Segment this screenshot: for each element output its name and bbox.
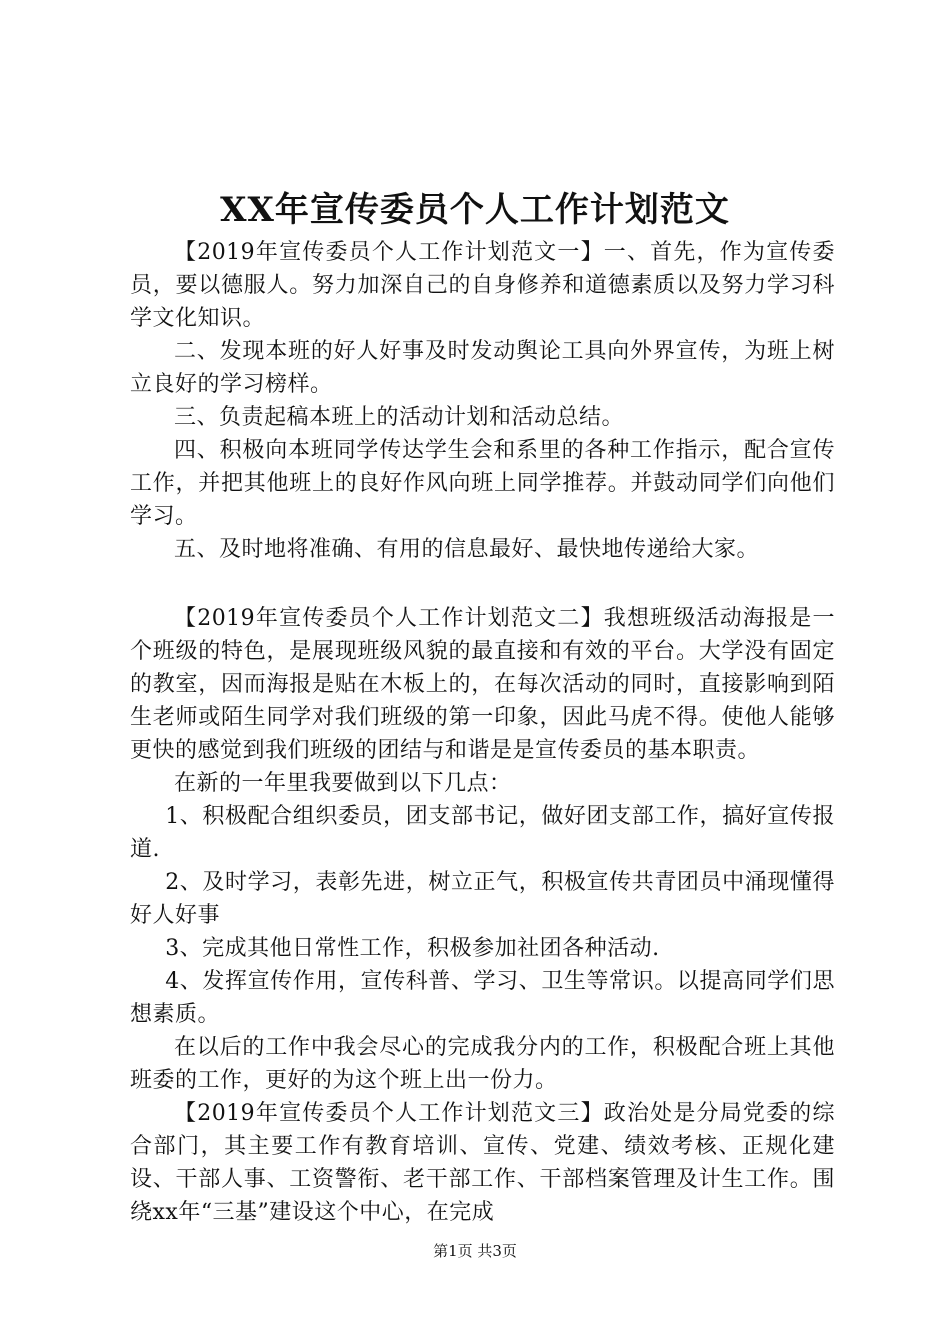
list-item: 1、积极配合组织委员，团支部书记，做好团支部工作，搞好宣传报道. xyxy=(130,804,835,862)
list-item: 2、及时学习，表彰先进，树立正气，积极宣传共青团员中涌现懂得好人好事 xyxy=(130,870,835,928)
paragraph: 五、及时地将准确、有用的信息最好、最快地传递给大家。 xyxy=(174,537,760,562)
paragraph: 【2019年宣传委员个人工作计划范文一】一、首先，作为宣传委员，要以德服人。努力加深自己的自身修养和道德素质以及努力学习科学文化知识。 xyxy=(130,240,835,331)
list-item: 3、完成其他日常性工作，积极参加社团各种活动. xyxy=(165,936,660,961)
page-number-footer: 第1页 共3页 xyxy=(433,1242,517,1260)
document-title: XX年宣传委员个人工作计划范文 xyxy=(220,190,730,230)
paragraph: 【2019年宣传委员个人工作计划范文三】政治处是分局党委的综合部门，其主要工作有教育培训、宣传、党建、绩效考核、正规化建设、干部人事、工资警衔、老干部工作、干部档案管理及计生工作。围绕xx年“三基”建设这个中心，在完成 xyxy=(130,1101,835,1225)
paragraph: 【2019年宣传委员个人工作计划范文二】我想班级活动海报是一个班级的特色，是展现班级风貌的最直接和有效的平台。大学没有固定的教室，因而海报是贴在木板上的，在每次活动的同时，直接影响到陌生老师或陌生同学对我们班级的第一印象，因此马虎不得。使他人能够更快的感觉到我们班级的团结与和谐是是宣传委员的基本职责。 xyxy=(130,606,835,763)
section-gap xyxy=(130,566,835,602)
list-item: 4、发挥宣传作用，宣传科普、学习、卫生等常识。以提高同学们思想素质。 xyxy=(130,969,835,1027)
paragraph: 三、负责起稿本班上的活动计划和活动总结。 xyxy=(174,405,625,430)
paragraph: 在以后的工作中我会尽心的完成我分内的工作，积极配合班上其他班委的工作，更好的为这个班上出一份力。 xyxy=(130,1035,835,1093)
paragraph: 在新的一年里我要做到以下几点： xyxy=(174,771,512,796)
document-body xyxy=(130,236,835,1229)
paragraph: 二、发现本班的好人好事及时发动舆论工具向外界宣传，为班上树立良好的学习榜样。 xyxy=(130,339,835,397)
paragraph: 四、积极向本班同学传达学生会和系里的各种工作指示，配合宣传工作，并把其他班上的良好作风向班上同学推荐。并鼓动同学们向他们学习。 xyxy=(130,438,835,529)
